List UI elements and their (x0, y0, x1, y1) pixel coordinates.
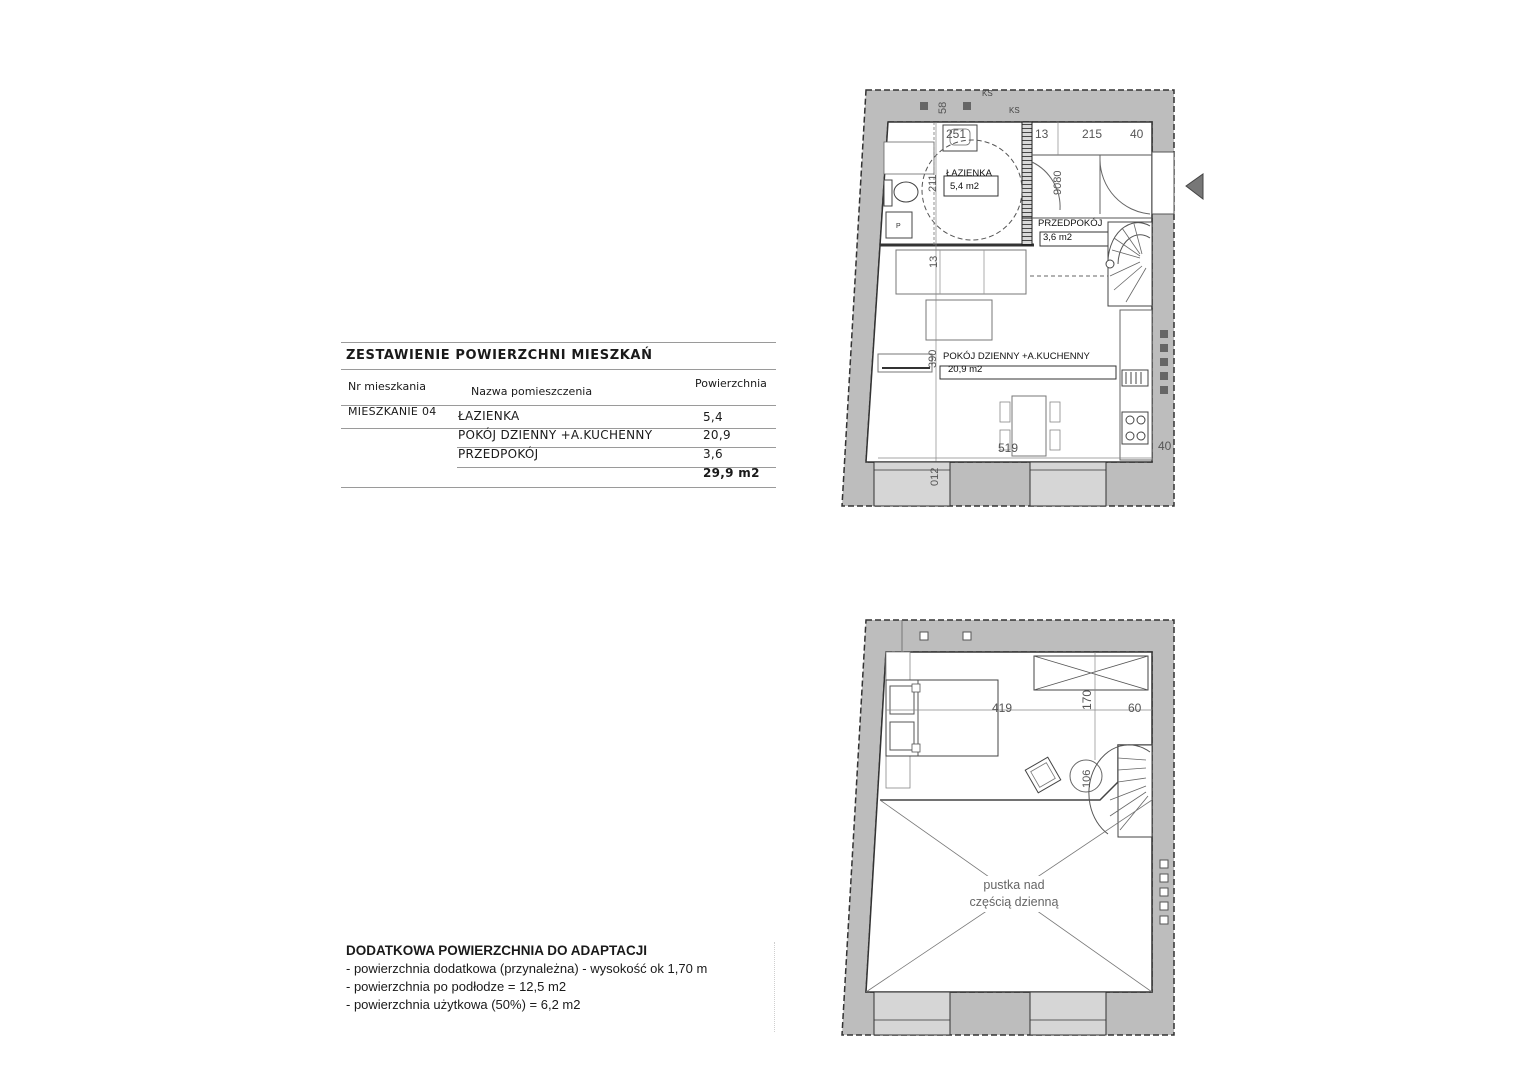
hall-name: PRZEDPOKÓJ (1038, 218, 1103, 229)
vent-marker-icon (1160, 330, 1168, 338)
storage-icon (1034, 656, 1148, 690)
header-area: Powierzchnia (695, 377, 767, 390)
table-title: ZESTAWIENIE POWIERZCHNI MIESZKAŃ (346, 348, 653, 363)
dimension-60: 60 (1128, 701, 1142, 715)
vent-marker-icon (1160, 358, 1168, 366)
ground-floor-plan (842, 89, 1203, 506)
boiler-label: P (896, 223, 901, 230)
dimension-251: 251 (946, 127, 967, 141)
table-row-name: ŁAZIENKA (458, 409, 520, 423)
toilet-icon (894, 182, 918, 202)
additional-area-title: DODATKOWA POWIERZCHNIA DO ADAPTACJI (346, 943, 647, 958)
upper-floor-plan (842, 620, 1174, 1035)
dimension-40: 40 (1130, 127, 1144, 141)
chair-icon (1050, 402, 1060, 422)
dimension-106: 106 (1081, 769, 1093, 788)
table-row-area: 20,9 (703, 428, 731, 442)
bathroom-area: 5,4 m2 (950, 181, 980, 192)
dimension-9080: 9080 (1052, 170, 1064, 195)
window-bottom (1030, 992, 1106, 1035)
dimension-170: 170 (1080, 689, 1094, 710)
apartment-number: MIESZKANIE 04 (348, 405, 437, 418)
dimension-40: 40 (1158, 439, 1172, 453)
dimension-419: 419 (992, 701, 1013, 715)
table-row-area: 5,4 (703, 410, 723, 424)
dimension-211: 211 (927, 174, 939, 192)
vent-marker-icon (920, 102, 928, 110)
additional-area-line: - powierzchnia dodatkowa (przynależna) - wysokość ok 1,70 m (346, 961, 708, 976)
vent-marker-icon (1160, 860, 1168, 868)
dimension-58: 58 (937, 101, 949, 114)
sofa-icon (896, 250, 1026, 294)
bed-icon (886, 680, 998, 756)
vent-marker-icon (963, 102, 971, 110)
table-row-area: 3,6 (703, 447, 723, 461)
dimension-13: 13 (1035, 127, 1049, 141)
vent-marker-icon (1160, 344, 1168, 352)
entrance-arrow-icon (1186, 174, 1203, 199)
tv-unit-icon (878, 354, 932, 372)
vent-marker-icon (1160, 372, 1168, 380)
vent-marker-icon (920, 632, 928, 640)
chair-icon (1000, 402, 1010, 422)
spiral-staircase-icon (1106, 222, 1152, 306)
table-row-name: PRZEDPOKÓJ (458, 447, 539, 461)
vent-marker-icon (1160, 874, 1168, 882)
hall-partition (1022, 218, 1032, 245)
table-total-area: 29,9 m2 (703, 466, 760, 480)
entrance-opening (1152, 152, 1174, 214)
vent-marker-icon (1160, 386, 1168, 394)
void-label-line2: częścią dzienną (969, 895, 1059, 909)
header-room-name: Nazwa pomieszczenia (471, 385, 593, 398)
bathroom-name: ŁAZIENKA (946, 168, 992, 179)
hall-area: 3,6 m2 (1043, 232, 1073, 243)
header-apartment-number: Nr mieszkania (348, 380, 426, 393)
table-row-name: POKÓJ DZIENNY +A.KUCHENNY (458, 428, 653, 442)
dimension-390: 390 (927, 349, 939, 368)
dimension-012: 012 (929, 467, 941, 486)
dimension-215: 215 (1082, 127, 1103, 141)
toilet-cistern (884, 180, 892, 206)
vent-marker-icon (1160, 916, 1168, 924)
living-room-name: POKÓJ DZIENNY +A.KUCHENNY (943, 351, 1090, 362)
void-label-line1: pustka nad (983, 878, 1045, 892)
ks-label: KS (1009, 106, 1020, 115)
dimension-13: 13 (928, 255, 940, 268)
additional-area-line: - powierzchnia po podłodze = 12,5 m2 (346, 979, 567, 994)
vent-marker-icon (1160, 888, 1168, 896)
living-room-area: 20,9 m2 (948, 364, 983, 375)
chair-icon (1050, 430, 1060, 450)
vent-marker-icon (963, 632, 971, 640)
dimension-519: 519 (998, 441, 1019, 455)
vent-marker-icon (1160, 902, 1168, 910)
window-bottom (874, 992, 950, 1035)
additional-area-line: - powierzchnia użytkowa (50%) = 6,2 m2 (346, 997, 581, 1012)
ks-label: KS (982, 89, 993, 98)
window-bottom (1030, 462, 1106, 506)
